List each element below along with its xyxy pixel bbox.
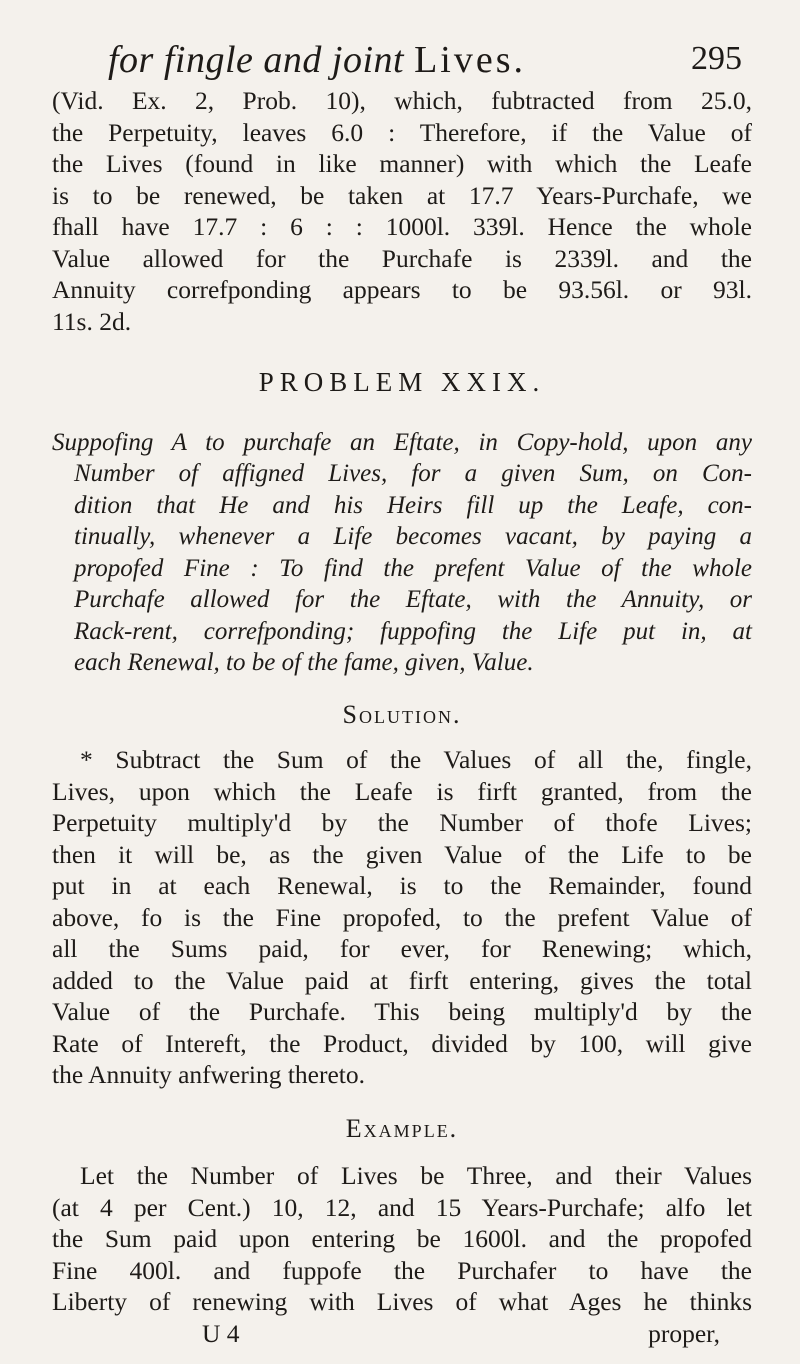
text-line: Lives, upon which the Leafe is firft granted, from the [52,776,752,806]
text-line: Value of the Purchafe. This being multiply'd by the [52,997,752,1026]
problem-heading: PROBLEM XXIX. [258,367,546,397]
proposition [52,427,752,679]
text-line: each Renewal, to be of the fame, given, Value. [74,649,534,676]
text-line: Perpetuity multiply'd by the Number of thofe Lives; [52,808,752,837]
text-line: Rate of Intereft, the Product, divided by 100, will give [52,1028,752,1058]
text-line: Fine 400l. and fuppofe the Purchafer to have the [52,1255,752,1285]
text-line: propofed Fine : To find the prefent Value of the whole [74,554,752,582]
text-line: put in at each Renewal, is to the Remainder, found [52,871,752,900]
text-line: (Vid. Ex. 2, Prob. 10), which, fubtracted from 25.0, [52,86,752,115]
text-line: tinually, whenever a Life becomes vacant, by paying a [74,523,752,550]
text-line: is to be renewed, be taken at 17.7 Years-Purchafe, we [52,180,752,210]
text-line: Rack-rent, correfponding; fuppofing the Life put in, at [74,617,752,645]
page-number: 295 [691,40,742,77]
text-line: dition that He and his Heirs fill up the Leafe, con- [74,491,752,519]
catchword: proper, [648,1318,720,1348]
solution-paragraph [52,744,752,1091]
text-line: Liberty of renewing with Lives of what Ages he thinks [52,1287,752,1316]
text-line: the Annuity anfwering thereto. [52,1060,365,1089]
text-line: Value allowed for the Purchafe is 2339l. and the [52,243,752,273]
example-heading: Example. [345,1113,459,1143]
running-title [108,38,526,82]
solution-heading: Solution. [342,699,462,729]
text-line: the Perpetuity, leaves 6.0 : Therefore, if the Value of [52,117,752,147]
signature-mark: U 4 [202,1318,240,1348]
example-paragraph [52,1160,752,1318]
text-line: added to the Value paid at firft entering, gives the total [52,965,752,995]
page-footer [52,1318,752,1350]
text-line: 11s. 2d. [52,306,132,336]
text-line: all the Sums paid, for ever, for Renewing; which, [52,934,752,963]
text-line: the Lives (found in like manner) with which the Leafe [52,149,752,178]
text-line: then it will be, as the given Value of the Life to be [52,839,752,869]
page-body [52,85,752,1349]
text-line: Number of affigned Lives, for a given Sum, on Con- [74,460,752,487]
text-line: * Subtract the Sum of the Values of all the, fingle, [80,745,752,774]
running-title-caps: Lives. [414,39,526,81]
running-title-italic: for fingle and joint [108,39,405,81]
running-header [48,38,748,88]
text-line: above, fo is the Fine propofed, to the prefent Value of [52,902,752,932]
text-line: Purchafe allowed for the Eftate, with the Annuity, or [74,586,752,613]
text-line: Let the Number of Lives be Three, and their Values [80,1161,752,1190]
text-line: fhall have 17.7 : 6 : : 1000l. 339l. Hence the whole [52,212,752,241]
text-line: (at 4 per Cent.) 10, 12, and 15 Years-Purchafe; alfo let [52,1192,752,1222]
text-line: Suppofing A to purchafe an Eftate, in Copy-hold, upon any [52,428,752,456]
intro-paragraph [52,85,752,337]
text-line: the Sum paid upon entering be 1600l. and the propofed [52,1224,752,1253]
text-line: Annuity correfponding appears to be 93.56l. or 93l. [52,275,752,304]
